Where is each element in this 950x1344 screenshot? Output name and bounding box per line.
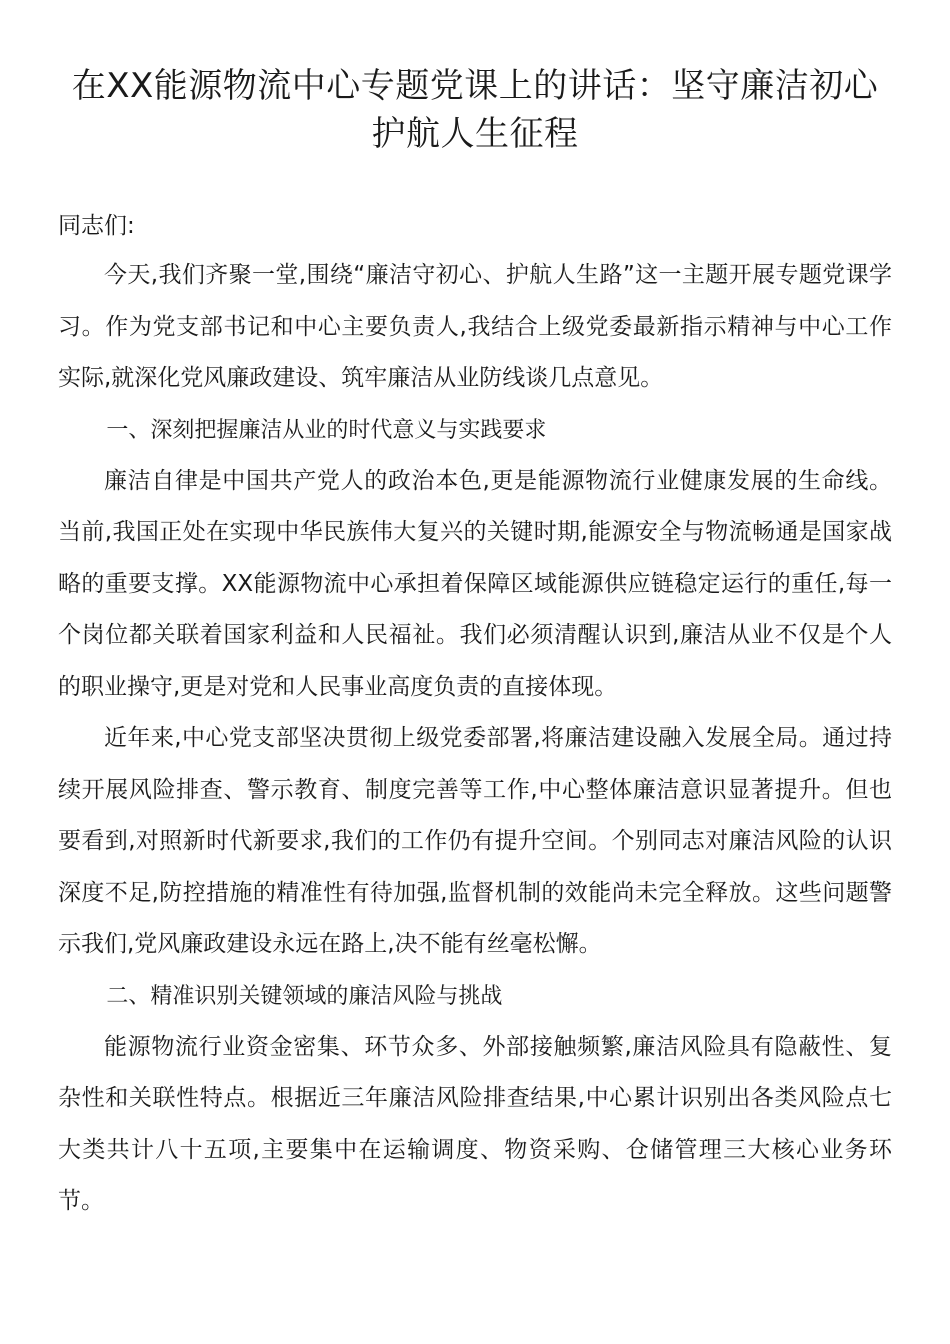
paragraph-section2-a: 能源物流行业资金密集、环节众多、外部接触频繁,廉洁风险具有隐蔽性、复杂性和关联性特点。根据近三年廉洁风险排查结果,中心累计识别出各类风险点七大类共计八十五项,主要集中在运输调度、物资采购、仓储管理三大核心业务环节。 <box>58 1033 892 1214</box>
paragraph-section1-a: 廉洁自律是中国共产党人的政治本色,更是能源物流行业健康发展的生命线。当前,我国正处在实现中华民族伟大复兴的关键时期,能源安全与物流畅通是国家战略的重要支撑。XX能源物流中心承担着保障区域能源供应链稳定运行的重任,每一个岗位都关联着国家利益和人民福祉。我们必须清醒认识到,廉洁从业不仅是个人的职业操守,更是对党和人民事业高度负责的直接体现。 <box>58 467 892 700</box>
section-heading-1: 一、深刻把握廉洁从业的时代意义与实践要求 <box>106 417 547 443</box>
document-title <box>58 62 892 158</box>
paragraph-section1-b: 近年来,中心党支部坚决贯彻上级党委部署,将廉洁建设融入发展全局。通过持续开展风险排查、警示教育、制度完善等工作,中心整体廉洁意识显著提升。但也要看到,对照新时代新要求,我们的工作仍有提升空间。个别同志对廉洁风险的认识深度不足,防控措施的精准性有待加强,监督机制的效能尚未完全释放。这些问题警示我们,党风廉政建设永远在路上,决不能有丝毫松懈。 <box>58 725 892 957</box>
document-body <box>58 202 892 1228</box>
section-heading-2: 二、精准识别关键领域的廉洁风险与挑战 <box>106 983 503 1009</box>
title-line-1: 在XX能源物流中心专题党课上的讲话：坚守廉洁初心 <box>71 66 879 106</box>
salutation: 同志们: <box>58 213 135 239</box>
title-line-2: 护航人生征程 <box>371 114 579 154</box>
paragraph-intro: 今天,我们齐聚一堂,围绕“廉洁守初心、护航人生路”这一主题开展专题党课学习。作为党支部书记和中心主要负责人,我结合上级党委最新指示精神与中心工作实际,就深化党风廉政建设、筑牢廉洁从业防线谈几点意见。 <box>58 262 892 391</box>
